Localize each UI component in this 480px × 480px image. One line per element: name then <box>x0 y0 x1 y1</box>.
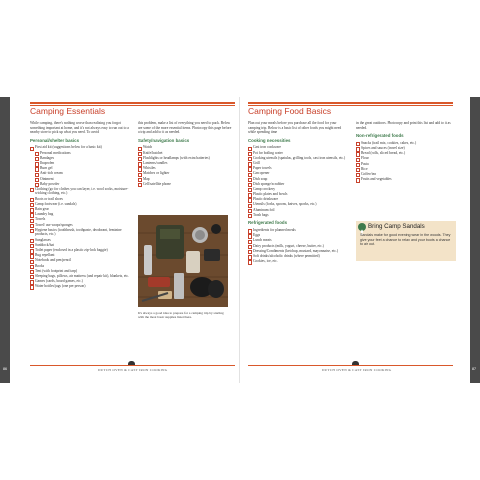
checklist <box>30 145 130 288</box>
right-column-2 <box>356 121 456 182</box>
checklist-item: Lanterns/candles <box>138 161 233 166</box>
checklist-item: Matches or lighter <box>138 171 233 176</box>
dutch-oven-icon <box>352 361 359 365</box>
checklist-item: Plastic plates and bowls <box>248 192 346 197</box>
left-page <box>3 97 240 383</box>
section-heading: Safety/navigation basics <box>138 137 190 143</box>
checklist-item: Knife/hatchet <box>138 151 233 156</box>
checklist-item: Soft drinks/alcoholic drinks (where permitted) <box>248 254 346 259</box>
checklist <box>248 145 346 217</box>
page-title: Camping Essentials <box>30 106 106 116</box>
left-column-2 <box>138 121 233 187</box>
checklist-item: Clothing (go for clothes you can layer, i.e. wool socks, moisture-wicking clothing, etc.) <box>30 187 130 196</box>
running-footer: DUTCH OVEN & CAST IRON COOKING <box>322 368 392 372</box>
book-spread <box>0 97 480 383</box>
checklist-item: Ingredients for planned meals <box>248 228 346 233</box>
page-title: Camping Food Basics <box>248 106 332 116</box>
checklist-item: Camp footwear (i.e. sandals) <box>30 202 130 207</box>
checklist-item: Personal medications <box>30 151 130 156</box>
camping-gear-photo <box>138 215 228 307</box>
intro-text-continued: this problem, make a list of everything you need to pack. Below are some of the more essential items. Photocopy this page before a trip and add to it as needed. <box>138 121 232 135</box>
checklist-item: Boots or trail shoes <box>30 197 130 202</box>
checklist-item: Tent (with footprint and tarp) <box>30 269 130 274</box>
checklist-item: Rice <box>356 167 456 172</box>
page-number: 87 <box>472 367 476 371</box>
campfire-icon <box>358 223 366 231</box>
checklist-item: Dressing/Condiments (ketchup, mustard, mayonnaise, etc.) <box>248 249 346 254</box>
checklist-item: Dish sponge/scrubber <box>248 182 346 187</box>
checklist-item: Watch <box>138 145 233 150</box>
running-footer: DUTCH OVEN & CAST IRON COOKING <box>98 368 168 372</box>
callout-header <box>358 223 454 231</box>
footer-rule <box>30 365 235 366</box>
checklist-item: Spices and sauces (travel size) <box>356 146 456 151</box>
checklist-item: Bug repellant <box>30 253 130 258</box>
checklist-item: Can opener <box>248 171 346 176</box>
checklist-item: Toilet paper (enclosed in a plastic zip-lock baggie) <box>30 248 130 253</box>
checklist-item: Hygiene basics (toothbrush, toothpaste, deodorant, feminine products, etc.) <box>30 228 130 237</box>
callout-body: Sandals make for good evening wear in the woods. They give your feet a chance to relax and your boots a chance to air out. <box>360 233 451 247</box>
checklist-item: Ointment <box>30 177 130 182</box>
footer-rule <box>248 365 453 366</box>
page-number: 86 <box>3 367 7 371</box>
section-heading: Cooking necessities <box>248 137 291 143</box>
checklist-item: Towel/ use wraps/sponges <box>30 223 130 228</box>
checklist <box>356 141 456 182</box>
checklist-item: Fruits and vegetables <box>356 177 456 182</box>
sidebar-callout <box>356 221 456 261</box>
checklist-item: Rain gear <box>30 207 130 212</box>
checklist-item: Flashlights or headlamps (with extra batteries) <box>138 156 233 161</box>
section-heading: Non-refrigerated foods <box>356 133 404 139</box>
checklist-item: Map <box>138 177 233 182</box>
checklist-item: Laundry bag <box>30 212 130 217</box>
section-heading: Personal/shelter basics <box>30 137 80 143</box>
checklist-item: Lunch meats <box>248 238 346 243</box>
checklist-item: Plastic drinkware <box>248 197 346 202</box>
checklist-item: Water bottles/jugs (one per person) <box>30 284 130 289</box>
checklist-item: First aid kit (suggestions below for a basic kit) <box>30 145 130 150</box>
checklist-item: Ibuprofen <box>30 161 130 166</box>
checklist-item: Flour <box>356 156 456 161</box>
checklist-item: Sunglasses <box>30 238 130 243</box>
checklist-item: Aluminum foil <box>248 208 346 213</box>
checklist-item: Cookies, ice, etc. <box>248 259 346 264</box>
checklist-item: Bread (rolls, sliced bread, etc.) <box>356 151 456 156</box>
checklist-item: Sleeping bags, pillows, air mattress (and repair kit), blankets, etc. <box>30 274 130 279</box>
checklist-item: Notebook and pen/pencil <box>30 258 130 263</box>
checklist-item: Pot for boiling water <box>248 151 346 156</box>
checklist-item: Pasta <box>356 162 456 167</box>
checklist-sections <box>356 134 456 182</box>
checklist-item: Bandages <box>30 156 130 161</box>
checklist-sections <box>30 139 130 289</box>
section-heading: Refrigerated foods <box>248 220 288 226</box>
page-edge-right <box>470 97 480 383</box>
intro-text: Plan out your meals before you purchase all the food for your camping trip. Below is a basic list of other foods you might need while spending time <box>248 121 342 135</box>
checklist-item: Dish soap <box>248 177 346 182</box>
checklist-item: Trash bags <box>248 213 346 218</box>
checklist-item: Cell/satellite phone <box>138 182 233 187</box>
checklist-item: Games (cards, board games, etc.) <box>30 279 130 284</box>
right-column-1 <box>248 121 346 264</box>
callout-title: Bring Camp Sandals <box>368 223 425 230</box>
intro-text-continued: in the great outdoors. Photocopy and print this list and add to it as needed. <box>356 121 451 130</box>
dutch-oven-icon <box>128 361 135 365</box>
checklist-item: Snacks (trail mix, cookies, cakes, etc.) <box>356 141 456 146</box>
checklist-item: Anti-itch cream <box>30 171 130 176</box>
checklist-item: Baby powder <box>30 182 130 187</box>
checklist-item: Cooking utensils (spatulas, grilling tools, cast iron utensils, etc.) <box>248 156 346 161</box>
photo-caption: It's always a good idea to prepare for a camping trip by starting with the most basic supplies listed here. <box>138 311 224 320</box>
checklist-item: Sunblock/hat <box>30 243 130 248</box>
page-edge-left <box>0 97 10 383</box>
checklist-item: Burn gel <box>30 166 130 171</box>
checklist-item: Towels <box>30 217 130 222</box>
checklist-item: Eggs <box>248 233 346 238</box>
checklist-item: Camp crockery <box>248 187 346 192</box>
checklist-sections <box>248 139 346 264</box>
checklist-item: Dairy products (milk, yogurt, cheese, butter, etc.) <box>248 244 346 249</box>
checklist <box>248 228 346 264</box>
right-page <box>240 97 476 383</box>
checklist <box>138 145 233 186</box>
checklist-sections <box>138 139 233 187</box>
left-column-1 <box>30 121 130 289</box>
checklist-item: Whistles <box>138 166 233 171</box>
intro-text: While camping, there's nothing worse than realizing you forgot something important at home, and it's not always easy to run out to a nearby store to pick up what you need. To avoid <box>30 121 129 135</box>
checklist-item: Cast iron cookware <box>248 145 346 150</box>
checklist-item: Grill <box>248 161 346 166</box>
checklist-item: Paper towels <box>248 166 346 171</box>
checklist-item: Coffee/tea <box>356 172 456 177</box>
checklist-item: Books <box>30 264 130 269</box>
checklist-item: Utensils (forks, spoons, knives, sporks, etc.) <box>248 202 346 207</box>
